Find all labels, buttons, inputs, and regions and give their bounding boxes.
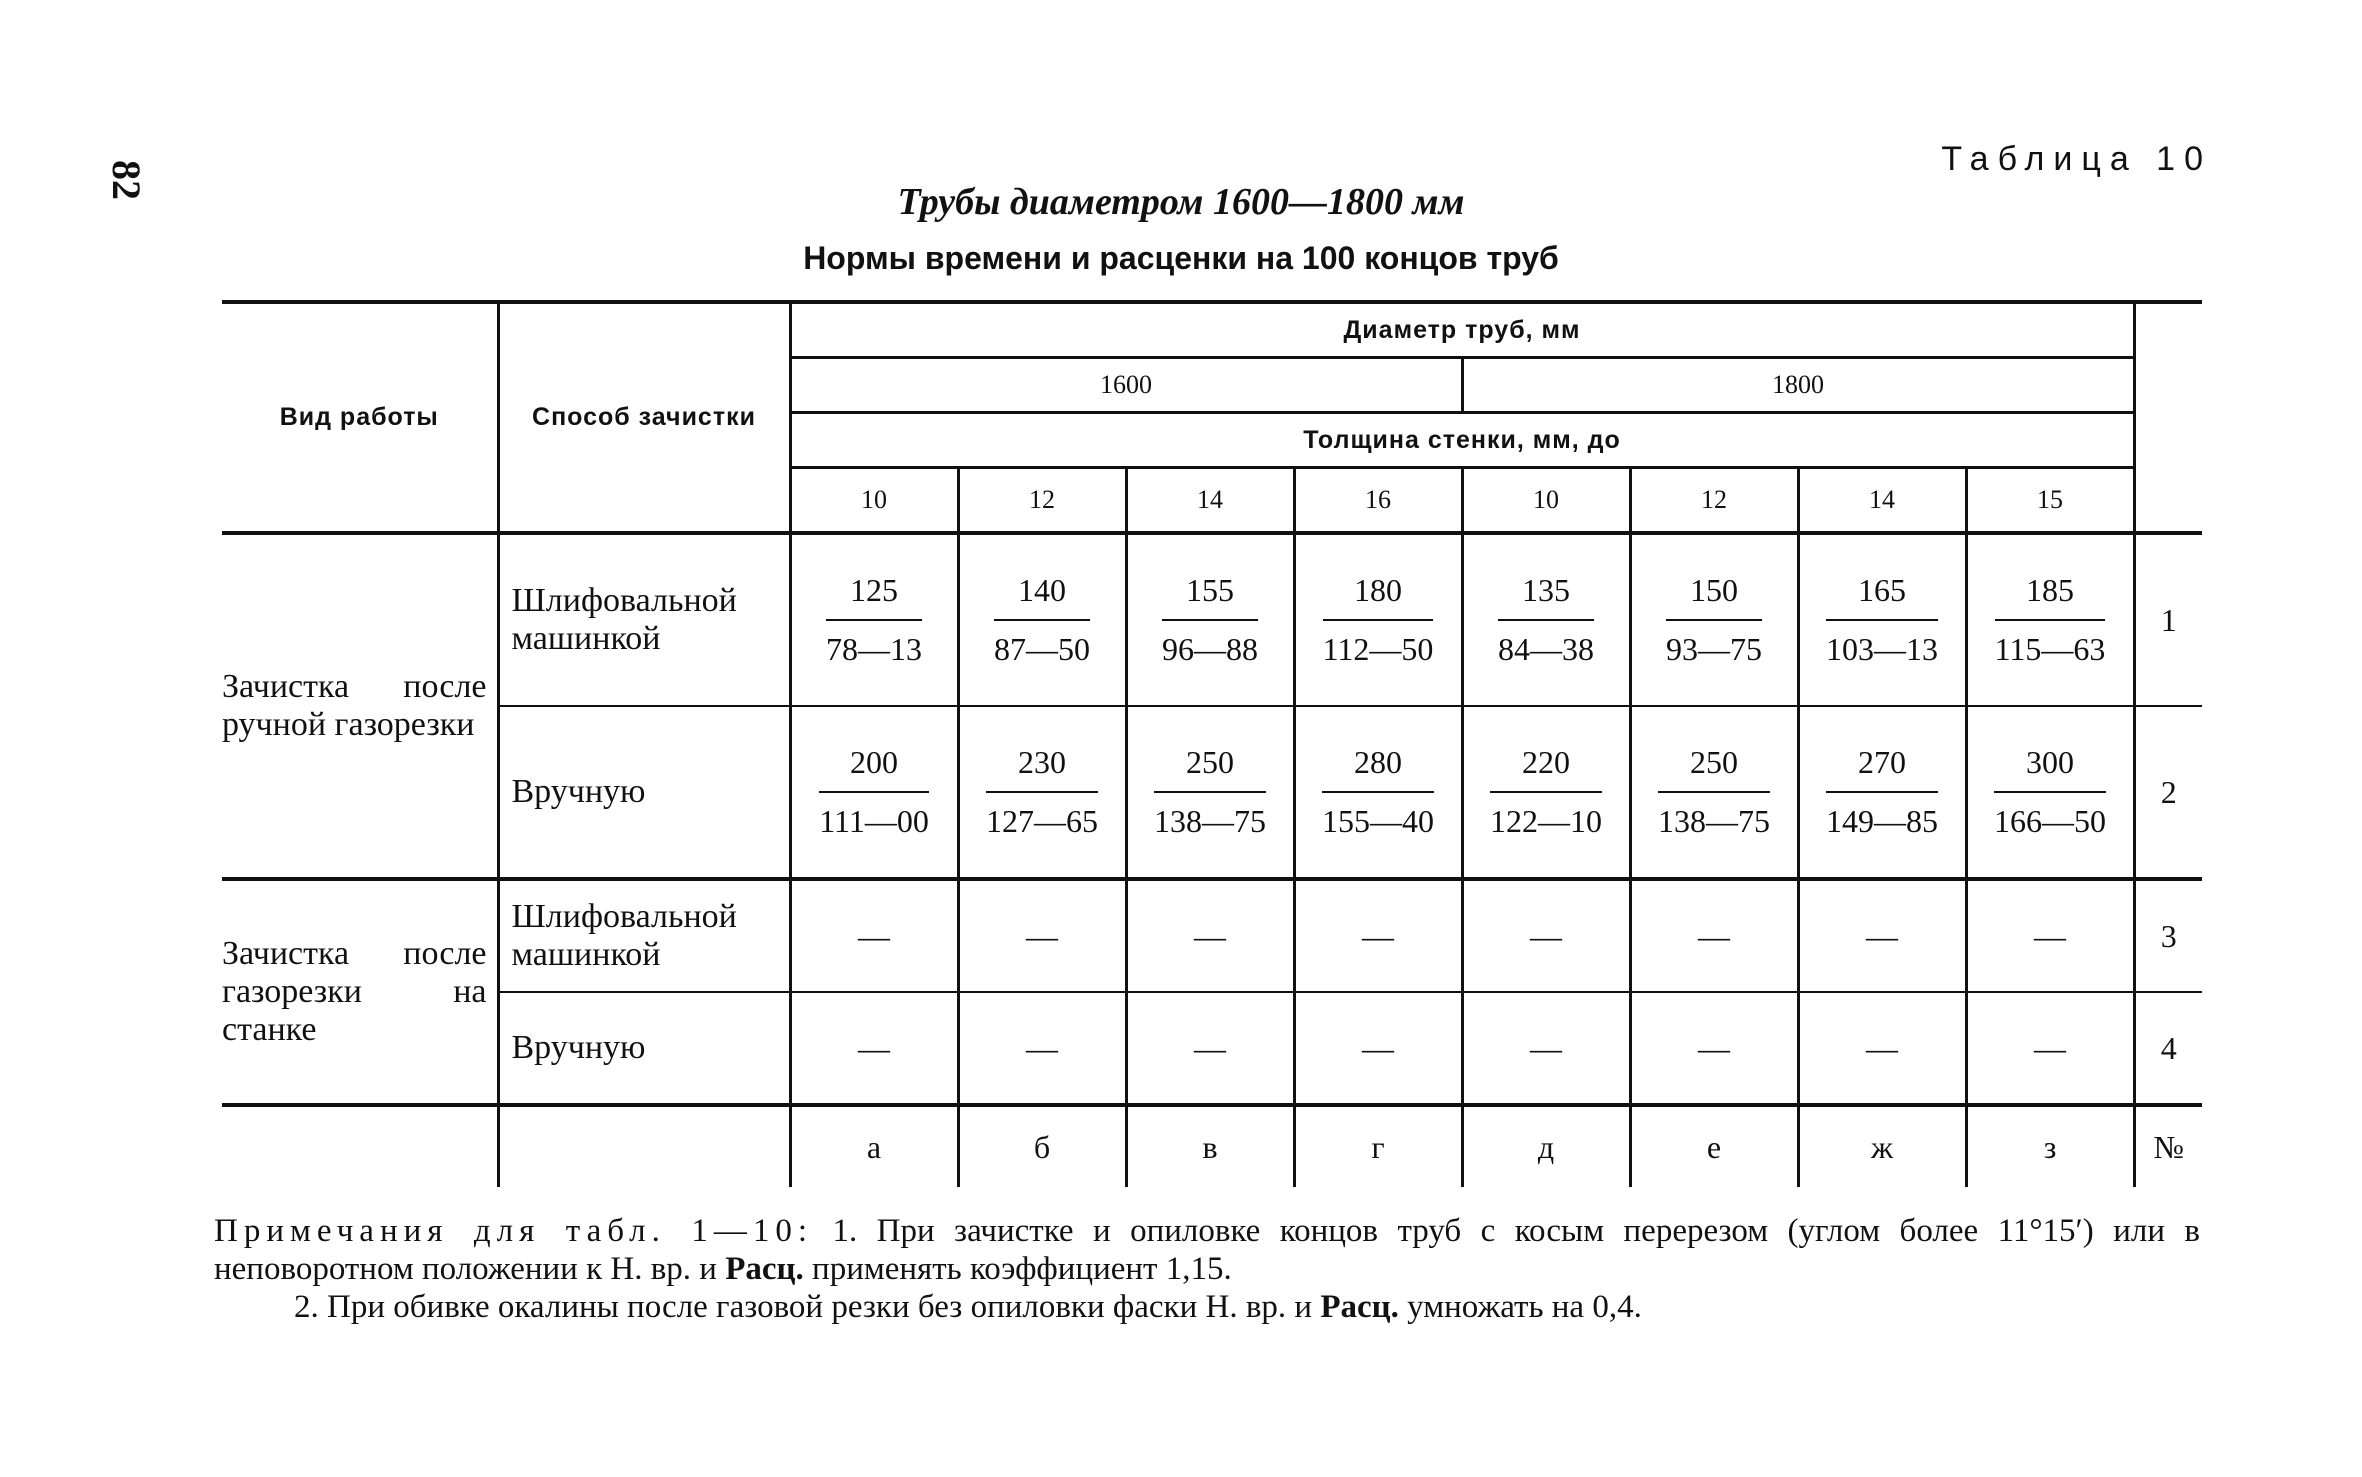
norm-cell xyxy=(1630,706,1798,879)
norm-cell xyxy=(790,533,958,706)
empty-cell-dash: — xyxy=(1630,879,1798,992)
rate: 93—75 xyxy=(1666,631,1762,667)
document-title: Трубы диаметром 1600—1800 мм xyxy=(897,181,1465,223)
empty-cell-dash: — xyxy=(1798,992,1966,1105)
empty-cell-dash: — xyxy=(1462,992,1630,1105)
time-norm: 150 xyxy=(1666,572,1762,621)
header-thickness-col: 15 xyxy=(1966,468,2134,534)
time-norm: 200 xyxy=(819,744,929,793)
time-norm: 250 xyxy=(1154,744,1266,793)
norm-cell xyxy=(1462,706,1630,879)
notes-lead: Примечания для табл. 1—10: xyxy=(214,1213,813,1249)
rasc-label: Расц. xyxy=(1320,1289,1399,1325)
column-letter: б xyxy=(958,1105,1126,1187)
norm-cell xyxy=(1294,533,1462,706)
empty-cell-dash: — xyxy=(790,992,958,1105)
header-diameter-1600: 1600 xyxy=(790,358,1462,413)
column-letter: в xyxy=(1126,1105,1294,1187)
header-diameter-1800: 1800 xyxy=(1462,358,2134,413)
table-row xyxy=(222,706,2202,879)
empty-cell-dash: — xyxy=(1966,992,2134,1105)
time-norm: 135 xyxy=(1498,572,1594,621)
header-thickness-col: 16 xyxy=(1294,468,1462,534)
method-manual: Вручную xyxy=(498,706,790,879)
note-1-text: 1. При зачистке и опиловке концов труб с косым перерезом (углом более 11°15′) или в неповоротном положении к Н. вр. и xyxy=(214,1213,2200,1287)
norm-cell xyxy=(1126,533,1294,706)
column-letter: д xyxy=(1462,1105,1630,1187)
empty-cell-dash: — xyxy=(1126,879,1294,992)
norm-cell xyxy=(958,706,1126,879)
column-letter-row xyxy=(222,1105,2202,1187)
work-type-manual-gas-cut: Зачистка после ручной газорезки xyxy=(222,533,498,879)
rate: 166—50 xyxy=(1994,803,2107,839)
document-subtitle: Нормы времени и расценки на 100 концов труб xyxy=(803,240,1559,276)
time-norm: 250 xyxy=(1658,744,1770,793)
footer-blank xyxy=(222,1105,498,1187)
norm-cell xyxy=(790,706,958,879)
header-work-type: Вид работы xyxy=(222,302,498,533)
header-thickness-col: 10 xyxy=(1462,468,1630,534)
norm-cell xyxy=(1462,533,1630,706)
header-thickness-col: 12 xyxy=(958,468,1126,534)
norm-cell xyxy=(1630,533,1798,706)
note-1-end: применять коэффициент 1,15. xyxy=(812,1251,1232,1287)
note-2 xyxy=(214,1288,2200,1326)
row-number: 4 xyxy=(2134,992,2202,1105)
norm-cell xyxy=(1966,533,2134,706)
header-wall-thickness: Толщина стенки, мм, до xyxy=(790,413,2134,468)
row-number: 3 xyxy=(2134,879,2202,992)
empty-cell-dash: — xyxy=(790,879,958,992)
rate: 127—65 xyxy=(986,803,1098,839)
time-norm: 180 xyxy=(1323,572,1434,621)
header-thickness-col: 14 xyxy=(1798,468,1966,534)
column-letter: е xyxy=(1630,1105,1798,1187)
table-row xyxy=(222,992,2202,1105)
header-thickness-col: 10 xyxy=(790,468,958,534)
time-norm: 165 xyxy=(1826,572,1938,621)
rate: 122—10 xyxy=(1490,803,1602,839)
number-sign: № xyxy=(2134,1105,2202,1187)
rate: 112—50 xyxy=(1322,631,1434,667)
time-norm: 155 xyxy=(1162,572,1258,621)
header-right-blank xyxy=(2134,302,2202,533)
time-norm: 140 xyxy=(994,572,1090,621)
table-label: Таблица 10 xyxy=(1941,140,2212,178)
notes xyxy=(214,1212,2200,1326)
rasc-label: Расц. xyxy=(725,1251,804,1287)
norms-table xyxy=(222,300,2202,1187)
rate: 78—13 xyxy=(826,631,922,667)
note-2-end: умножать на 0,4. xyxy=(1407,1289,1642,1325)
rate: 138—75 xyxy=(1658,803,1770,839)
column-letter: а xyxy=(790,1105,958,1187)
empty-cell-dash: — xyxy=(958,992,1126,1105)
row-number: 2 xyxy=(2134,706,2202,879)
rate: 138—75 xyxy=(1154,803,1266,839)
time-norm: 185 xyxy=(1995,572,2106,621)
empty-cell-dash: — xyxy=(958,879,1126,992)
rate: 96—88 xyxy=(1162,631,1258,667)
norm-cell xyxy=(1798,533,1966,706)
table-row xyxy=(222,879,2202,992)
time-norm: 280 xyxy=(1322,744,1434,793)
empty-cell-dash: — xyxy=(1462,879,1630,992)
work-type-machine-gas-cut: Зачистка после газорезки на станке xyxy=(222,879,498,1105)
table-row xyxy=(222,533,2202,706)
norm-cell xyxy=(1294,706,1462,879)
column-letter: ж xyxy=(1798,1105,1966,1187)
rate: 87—50 xyxy=(994,631,1090,667)
header-diameter: Диаметр труб, мм xyxy=(790,302,2134,358)
rate: 149—85 xyxy=(1826,803,1938,839)
rate: 115—63 xyxy=(1994,631,2106,667)
time-norm: 270 xyxy=(1826,744,1938,793)
header-cleaning-method: Способ зачистки xyxy=(498,302,790,533)
note-1 xyxy=(214,1212,2200,1288)
rate: 155—40 xyxy=(1322,803,1434,839)
method-grinder: Шлифовальной машинкой xyxy=(498,533,790,706)
time-norm: 220 xyxy=(1490,744,1602,793)
norm-cell xyxy=(1966,706,2134,879)
page-number: 82 xyxy=(104,160,149,200)
column-letter: з xyxy=(1966,1105,2134,1187)
empty-cell-dash: — xyxy=(1798,879,1966,992)
note-2-text: 2. При обивке окалины после газовой резки без опиловки фаски Н. вр. и xyxy=(294,1289,1313,1325)
empty-cell-dash: — xyxy=(1630,992,1798,1105)
method-grinder: Шлифовальной машинкой xyxy=(498,879,790,992)
header-thickness-col: 12 xyxy=(1630,468,1798,534)
norm-cell xyxy=(1798,706,1966,879)
empty-cell-dash: — xyxy=(1294,992,1462,1105)
column-letter: г xyxy=(1294,1105,1462,1187)
row-number: 1 xyxy=(2134,533,2202,706)
norm-cell xyxy=(958,533,1126,706)
empty-cell-dash: — xyxy=(1294,879,1462,992)
rate: 84—38 xyxy=(1498,631,1594,667)
rate: 103—13 xyxy=(1826,631,1938,667)
time-norm: 230 xyxy=(986,744,1098,793)
time-norm: 300 xyxy=(1994,744,2106,793)
method-manual: Вручную xyxy=(498,992,790,1105)
footer-blank xyxy=(498,1105,790,1187)
time-norm: 125 xyxy=(826,572,922,621)
header-thickness-col: 14 xyxy=(1126,468,1294,534)
norm-cell xyxy=(1126,706,1294,879)
rate: 111—00 xyxy=(819,803,929,839)
empty-cell-dash: — xyxy=(1966,879,2134,992)
empty-cell-dash: — xyxy=(1126,992,1294,1105)
